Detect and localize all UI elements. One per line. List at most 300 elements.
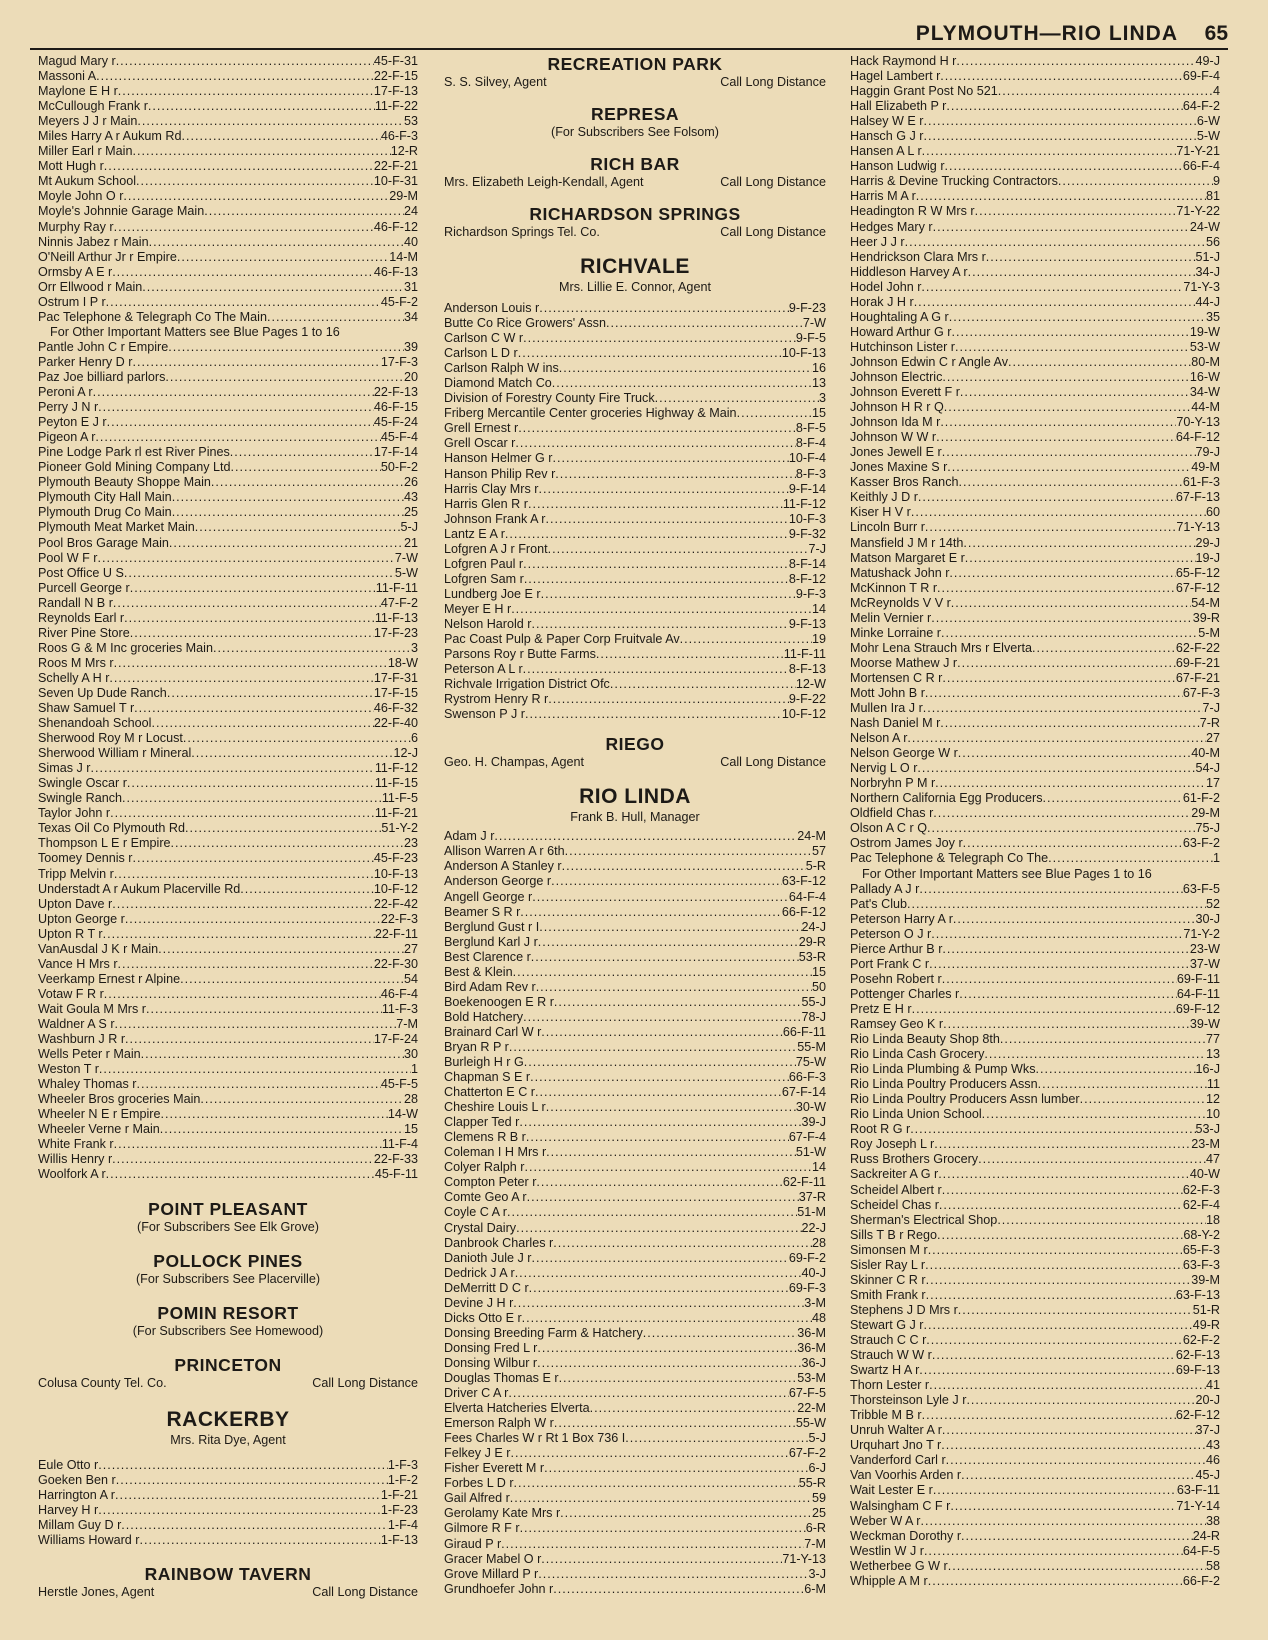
listing-entry xyxy=(850,265,1220,280)
listing-entry xyxy=(444,1115,826,1130)
listing-entry xyxy=(38,129,418,144)
listing-name: Swenson P J r xyxy=(444,707,525,722)
phone-number: 77 xyxy=(1205,1032,1220,1047)
dot-leader xyxy=(958,1303,1193,1318)
listing-entry xyxy=(850,1529,1220,1544)
listing-name: Richvale Irrigation District Ofc xyxy=(444,677,610,692)
listing-entry xyxy=(444,1025,826,1040)
section-richvale xyxy=(444,254,826,295)
dot-leader xyxy=(925,686,1183,701)
phone-number: 46-F-32 xyxy=(373,701,418,716)
listing-name: Wells Peter r Main xyxy=(38,1047,141,1062)
listing-entry xyxy=(38,1488,418,1503)
phone-number: 22-F-11 xyxy=(374,926,418,941)
dot-leader xyxy=(931,927,1183,942)
listing-name: Wait Goula M Mrs r xyxy=(38,1001,146,1016)
listing-entry xyxy=(850,460,1220,475)
listing-name: Coyle C A r xyxy=(444,1205,507,1220)
listing-name: Hansen A L r xyxy=(850,144,922,159)
listing-name: McCullough Frank r xyxy=(38,99,148,114)
listing-entry xyxy=(850,641,1220,656)
phone-number: 39 xyxy=(403,339,418,354)
listing-name: Grell Ernest r xyxy=(444,421,519,436)
listing-name: Magud Mary r xyxy=(38,54,116,68)
listing-entry xyxy=(38,250,418,265)
phone-number: 55-W xyxy=(795,1416,826,1431)
phone-number: 48 xyxy=(811,1310,826,1325)
dot-leader xyxy=(115,1488,381,1503)
phone-number: 29-R xyxy=(798,934,826,949)
dot-leader xyxy=(554,1416,796,1431)
phone-number: 23-M xyxy=(1191,1137,1220,1152)
phone-number: 10-F-13 xyxy=(373,866,418,881)
dot-leader xyxy=(93,385,374,400)
listing-name: Peterson Harry A r xyxy=(850,911,953,926)
dot-leader xyxy=(943,1017,1190,1032)
phone-number: 23-W xyxy=(1189,941,1220,956)
phone-number: 62-F-12 xyxy=(1175,1408,1220,1423)
phone-number: 50-F-2 xyxy=(380,460,418,475)
listing-entry xyxy=(444,874,826,889)
listing-name: Sherwood Roy M r Locust xyxy=(38,731,183,746)
dot-leader xyxy=(124,566,395,581)
listing-entry xyxy=(850,1243,1220,1258)
phone-number: 1-F-3 xyxy=(387,1457,418,1472)
section-subtitle: (For Subscribers See Folsom) xyxy=(551,125,719,139)
phone-number: 80-M xyxy=(1191,354,1220,369)
dot-leader xyxy=(959,475,1183,490)
listing-name: Haggin Grant Post No 521 xyxy=(850,84,998,99)
listing-entry xyxy=(38,1077,418,1092)
phone-number: 10 xyxy=(1205,1107,1220,1122)
listing-entry xyxy=(444,1356,826,1371)
listing-name: Pine Lodge Park rl est River Pines xyxy=(38,445,230,460)
phone-number: 17-F-13 xyxy=(373,84,418,99)
phone-number: 55-J xyxy=(801,994,826,1009)
listing-name: Hendrickson Clara Mrs r xyxy=(850,249,986,264)
dot-leader xyxy=(1043,791,1183,806)
dot-leader xyxy=(912,1002,1176,1017)
listing-entry xyxy=(444,1296,826,1311)
listing-name: Eule Otto r xyxy=(38,1457,99,1472)
section-richardson-springs xyxy=(444,204,826,240)
listing-entry xyxy=(850,882,1220,897)
listing-name: Peyton E J r xyxy=(38,415,107,430)
phone-number: 65-F-12 xyxy=(1175,565,1220,580)
listing-entry xyxy=(444,1251,826,1266)
listing-name: Anderson A Stanley r xyxy=(444,859,562,874)
dot-leader xyxy=(1080,1092,1206,1107)
phone-number: 54 xyxy=(403,971,418,986)
dot-leader xyxy=(106,295,381,310)
phone-number: 12-J xyxy=(393,746,418,761)
dot-leader xyxy=(116,54,374,69)
listing-entry xyxy=(38,1137,418,1152)
dot-leader xyxy=(125,912,381,927)
listing-name: Dedrick J A r xyxy=(444,1265,515,1280)
dot-leader xyxy=(923,701,1203,716)
listing-entry xyxy=(38,821,418,836)
phone-number: 45-J xyxy=(1195,1468,1220,1483)
listing-name: Sherwood William r Mineral xyxy=(38,746,192,761)
phone-number: 22-F-21 xyxy=(373,159,418,174)
phone-number: 69-F-13 xyxy=(1175,1363,1220,1378)
phone-number: 6 xyxy=(410,731,418,746)
dot-leader xyxy=(544,1461,808,1476)
phone-number: 14 xyxy=(811,601,826,616)
phone-number: 15 xyxy=(811,964,826,979)
dot-leader xyxy=(530,1070,789,1085)
listing-entry xyxy=(850,1408,1220,1423)
listing-entry xyxy=(850,1453,1220,1468)
phone-number: 62-F-13 xyxy=(1175,1348,1220,1363)
listing-entry xyxy=(850,746,1220,761)
listing-entry xyxy=(444,1537,826,1552)
phone-number: 19 xyxy=(811,632,826,647)
dot-leader xyxy=(90,761,374,776)
listing-name: Hedges Mary r xyxy=(850,219,933,234)
section-title: RECREATION PARK xyxy=(547,54,723,74)
listing-entry xyxy=(444,905,826,920)
listing-name: Hanson Ludwig r xyxy=(850,159,945,174)
phone-number: 22-F-40 xyxy=(373,716,418,731)
phone-number: 69-F-21 xyxy=(1175,655,1220,670)
listing-name: Oldfield Chas r xyxy=(850,806,934,821)
phone-number: 5-R xyxy=(805,859,826,874)
listing-entry xyxy=(850,851,1220,866)
phone-number: 3-M xyxy=(804,1295,826,1310)
page-number: 65 xyxy=(1204,22,1228,45)
listing-name: Sisler Ray L r xyxy=(850,1257,926,1272)
dot-leader xyxy=(963,836,1183,851)
listing-entry xyxy=(850,295,1220,310)
dot-leader xyxy=(926,1273,1192,1288)
section-title: RIEGO xyxy=(605,734,665,755)
dot-leader xyxy=(953,912,1196,927)
phone-number: 5-J xyxy=(400,520,418,535)
dot-leader xyxy=(137,114,404,129)
call-note: Call Long Distance xyxy=(312,1375,418,1390)
dot-leader xyxy=(213,641,411,656)
listing-name: Lincoln Burr r xyxy=(850,520,925,535)
dot-leader xyxy=(939,1198,1183,1213)
phone-number: 27 xyxy=(403,941,418,956)
listing-entry xyxy=(444,1567,826,1582)
dot-leader xyxy=(122,791,382,806)
listing-name: Devine J H r xyxy=(444,1295,514,1310)
phone-number: 30 xyxy=(403,1047,418,1062)
phone-number: 9-F-3 xyxy=(795,586,826,601)
listing-entry xyxy=(38,1518,418,1533)
dot-leader xyxy=(180,972,404,987)
section-rackerby xyxy=(38,1407,418,1448)
listing-name: Whaley Thomas r xyxy=(38,1077,137,1092)
listing-entry xyxy=(850,987,1220,1002)
dot-leader xyxy=(112,897,374,912)
phone-number: 45-F-31 xyxy=(373,54,418,68)
phone-number: 67-F-13 xyxy=(1175,490,1220,505)
section-point-pleasant xyxy=(38,1199,418,1235)
listing-entry xyxy=(444,1461,826,1476)
listing-entry xyxy=(850,1559,1220,1574)
section-title: PRINCETON xyxy=(174,1354,282,1375)
phone-number: 62-F-4 xyxy=(1182,1197,1220,1212)
phone-number: 44-J xyxy=(1195,294,1220,309)
dot-leader xyxy=(538,1567,808,1582)
phone-number: 36-M xyxy=(797,1340,826,1355)
listing-entry xyxy=(444,316,826,331)
dot-leader xyxy=(947,460,1191,475)
dot-leader xyxy=(938,1167,1190,1182)
listing-name: Pioneer Gold Mining Company Ltd xyxy=(38,460,231,475)
listing-name: Willis Henry r xyxy=(38,1152,113,1167)
agent-line xyxy=(444,755,826,770)
phone-number: 63-F-5 xyxy=(1182,881,1220,896)
dot-leader xyxy=(559,361,812,376)
dot-leader xyxy=(118,84,374,99)
phone-number: 15 xyxy=(811,406,826,421)
listing-name: Pierce Arthur B r xyxy=(850,941,943,956)
listing-name: Vance H Mrs r xyxy=(38,956,118,971)
dot-leader xyxy=(149,235,404,250)
phone-number: 8-F-12 xyxy=(788,571,826,586)
phone-number: 67-F-21 xyxy=(1175,670,1220,685)
phone-number: 1-F-13 xyxy=(380,1532,418,1547)
listing-name: Posehn Robert r xyxy=(850,971,942,986)
dot-leader xyxy=(95,430,380,445)
dot-leader xyxy=(907,731,1206,746)
listing-entry xyxy=(850,1348,1220,1363)
listing-entry xyxy=(850,385,1220,400)
phone-number: 51-Y-2 xyxy=(381,821,418,836)
dot-leader xyxy=(195,520,401,535)
rio-linda-listings-continued xyxy=(850,54,1220,867)
phone-number: 6-W xyxy=(1196,114,1220,129)
listing-name: Clemens R B r xyxy=(444,1130,526,1145)
phone-number: 71-Y-2 xyxy=(1183,926,1220,941)
dot-leader xyxy=(522,1311,812,1326)
phone-number: 69-F-11 xyxy=(1176,971,1220,986)
listing-name: Stephens J D Mrs r xyxy=(850,1302,958,1317)
dot-leader xyxy=(516,1221,801,1236)
dot-leader xyxy=(529,1281,789,1296)
listing-name: Johnson Electric xyxy=(850,369,943,384)
dot-leader xyxy=(112,1152,374,1167)
listing-name: Sackreiter A G r xyxy=(850,1167,939,1182)
listing-entry xyxy=(38,84,418,99)
listing-entry xyxy=(850,159,1220,174)
listing-name: Weber W A r xyxy=(850,1513,921,1528)
listing-name: Randall N B r xyxy=(38,595,113,610)
listing-name: Peterson A L r xyxy=(444,662,523,677)
dot-leader xyxy=(920,1514,1206,1529)
phone-number: 43 xyxy=(403,490,418,505)
phone-number: 22-F-15 xyxy=(373,69,418,84)
listing-entry xyxy=(850,1152,1220,1167)
dot-leader xyxy=(142,280,404,295)
section-represa xyxy=(444,104,826,140)
listing-entry xyxy=(444,1070,826,1085)
dot-leader xyxy=(552,376,812,391)
call-note: Call Long Distance xyxy=(720,225,826,239)
listing-name: Norbryhn P M r xyxy=(850,776,936,791)
listing-name: Headington R W Mrs r xyxy=(850,204,975,219)
dot-leader xyxy=(130,626,374,641)
phone-number: 20-J xyxy=(1195,1393,1220,1408)
listing-name: Harris Clay Mrs r xyxy=(444,481,539,496)
dot-leader xyxy=(240,882,374,897)
phone-number: 1 xyxy=(410,1062,418,1077)
dot-leader xyxy=(520,1521,806,1536)
phone-number: 9-F-23 xyxy=(788,301,826,315)
phone-number: 66-F-2 xyxy=(1182,1573,1220,1588)
listing-entry xyxy=(444,1190,826,1205)
dot-leader xyxy=(167,686,374,701)
listing-name: Friberg Mercantile Center groceries Highway & Main xyxy=(444,406,737,421)
phone-number: 40-W xyxy=(1189,1167,1220,1182)
listing-entry xyxy=(38,1017,418,1032)
agent-name: Colusa County Tel. Co. xyxy=(38,1375,167,1390)
listing-entry xyxy=(38,1107,418,1122)
phone-number: 67-F-14 xyxy=(781,1085,826,1100)
listing-entry xyxy=(850,1092,1220,1107)
dot-leader xyxy=(1008,355,1191,370)
listing-entry xyxy=(850,415,1220,430)
listing-name: Texas Oil Co Plymouth Rd xyxy=(38,821,185,836)
dot-leader xyxy=(940,69,1183,84)
phone-number: 12-R xyxy=(390,144,418,159)
listing-name: Understadt A r Aukum Placerville Rd xyxy=(38,881,241,896)
listing-entry xyxy=(444,1431,826,1446)
dot-leader xyxy=(625,1431,808,1446)
dot-leader xyxy=(160,1122,404,1137)
listing-entry xyxy=(850,626,1220,641)
dot-leader xyxy=(948,1559,1206,1574)
phone-number: 40-M xyxy=(1191,746,1220,761)
listing-name: Reynolds Earl r xyxy=(38,610,125,625)
phone-number: 27 xyxy=(1205,731,1220,746)
listing-entry xyxy=(38,836,418,851)
phone-number: 24-R xyxy=(1192,1528,1220,1543)
listing-name: Woolfork A r xyxy=(38,1167,106,1182)
listing-name: Division of Forestry County Fire Truck xyxy=(444,391,655,406)
phone-number: 11-F-3 xyxy=(381,1001,418,1016)
listing-entry xyxy=(444,890,826,905)
listing-entry xyxy=(444,497,826,512)
listing-entry xyxy=(38,159,418,174)
phone-number: 3-J xyxy=(808,1566,826,1581)
listing-entry xyxy=(38,882,418,897)
listing-name: Williams Howard r xyxy=(38,1532,140,1547)
listing-name: Johnson Edwin C r Angle Av xyxy=(850,354,1008,369)
listing-name: Horak J H r xyxy=(850,294,914,309)
listing-name: Brainard Carl W r xyxy=(444,1024,542,1039)
dot-leader xyxy=(98,1503,381,1518)
listing-name: Tribble M B r xyxy=(850,1408,922,1423)
dot-leader xyxy=(554,995,802,1010)
listing-entry xyxy=(444,587,826,602)
phone-number: 7-M xyxy=(396,1017,418,1031)
listing-name: Carlson L D r xyxy=(444,346,518,361)
listing-entry xyxy=(444,1040,826,1055)
phone-number: 50 xyxy=(811,979,826,994)
dot-leader xyxy=(98,400,374,415)
listing-name: Hack Raymond H r xyxy=(850,54,957,68)
dot-leader xyxy=(941,626,1198,641)
listing-entry xyxy=(444,1582,826,1597)
listing-entry xyxy=(38,400,418,415)
dot-leader xyxy=(955,340,1190,355)
listing-entry xyxy=(850,836,1220,851)
dot-leader xyxy=(924,1544,1183,1559)
rackerby-listings xyxy=(38,1458,418,1548)
listing-entry xyxy=(38,220,418,235)
dot-leader xyxy=(961,1468,1195,1483)
listing-name: Perry J N r xyxy=(38,400,99,415)
listing-name: O'Neill Arthur Jr r Empire xyxy=(38,249,177,264)
phone-number: 51-M xyxy=(797,1205,826,1220)
dot-leader xyxy=(494,829,797,844)
listing-entry xyxy=(850,1544,1220,1559)
listing-name: Roos G & M Inc groceries Main xyxy=(38,640,213,655)
phone-number: 49-J xyxy=(1195,54,1220,68)
listing-name: Bird Adam Rev r xyxy=(444,979,536,994)
phone-number: 46-F-12 xyxy=(373,219,418,234)
listing-name: Mullen Ira J r xyxy=(850,701,923,716)
listing-name: VanAusdal J K r Main xyxy=(38,941,159,956)
phone-number: 11 xyxy=(1206,1077,1220,1092)
listing-name: Jones Maxine S r xyxy=(850,460,948,475)
listing-name: Upton R T r xyxy=(38,926,103,941)
dot-leader xyxy=(942,972,1177,987)
listing-name: Weston T r xyxy=(38,1062,99,1077)
listing-entry xyxy=(38,174,418,189)
dot-leader xyxy=(951,325,1189,340)
listing-entry xyxy=(850,355,1220,370)
listing-name: Smith Frank r xyxy=(850,1287,926,1302)
listing-name: Driver C A r xyxy=(444,1386,509,1401)
listing-name: Melin Vernier r xyxy=(850,610,932,625)
listing-entry xyxy=(850,1273,1220,1288)
listing-name: Berglund Gust r I xyxy=(444,919,540,934)
listing-name: Goeken Ben r xyxy=(38,1472,116,1487)
dot-leader xyxy=(546,1100,796,1115)
listing-entry xyxy=(444,1446,826,1461)
dot-leader xyxy=(942,1183,1183,1198)
section-agent: Mrs. Lillie E. Connor, Agent xyxy=(559,280,711,294)
listing-entry xyxy=(38,385,418,400)
listing-entry xyxy=(38,280,418,295)
call-note: Call Long Distance xyxy=(720,755,826,770)
dot-leader xyxy=(945,159,1183,174)
listing-entry xyxy=(444,1145,826,1160)
phone-number: 17-F-31 xyxy=(373,670,418,685)
phone-number: 5-M xyxy=(1198,625,1220,640)
listing-entry xyxy=(850,280,1220,295)
dot-leader xyxy=(986,250,1196,265)
listing-name: Rio Linda Union School xyxy=(850,1107,982,1122)
phone-number: 22-J xyxy=(801,1220,826,1235)
listing-entry xyxy=(38,310,418,325)
listing-entry xyxy=(444,965,826,980)
phone-number: 10-F-3 xyxy=(788,511,826,526)
phone-number: 17-F-15 xyxy=(373,685,418,700)
listing-name: Port Frank C r xyxy=(850,956,930,971)
phone-number: 22-F-3 xyxy=(380,911,418,926)
phone-number: 6-J xyxy=(808,1461,826,1476)
phone-number: 62-F-22 xyxy=(1175,640,1220,655)
listing-entry xyxy=(38,1032,418,1047)
